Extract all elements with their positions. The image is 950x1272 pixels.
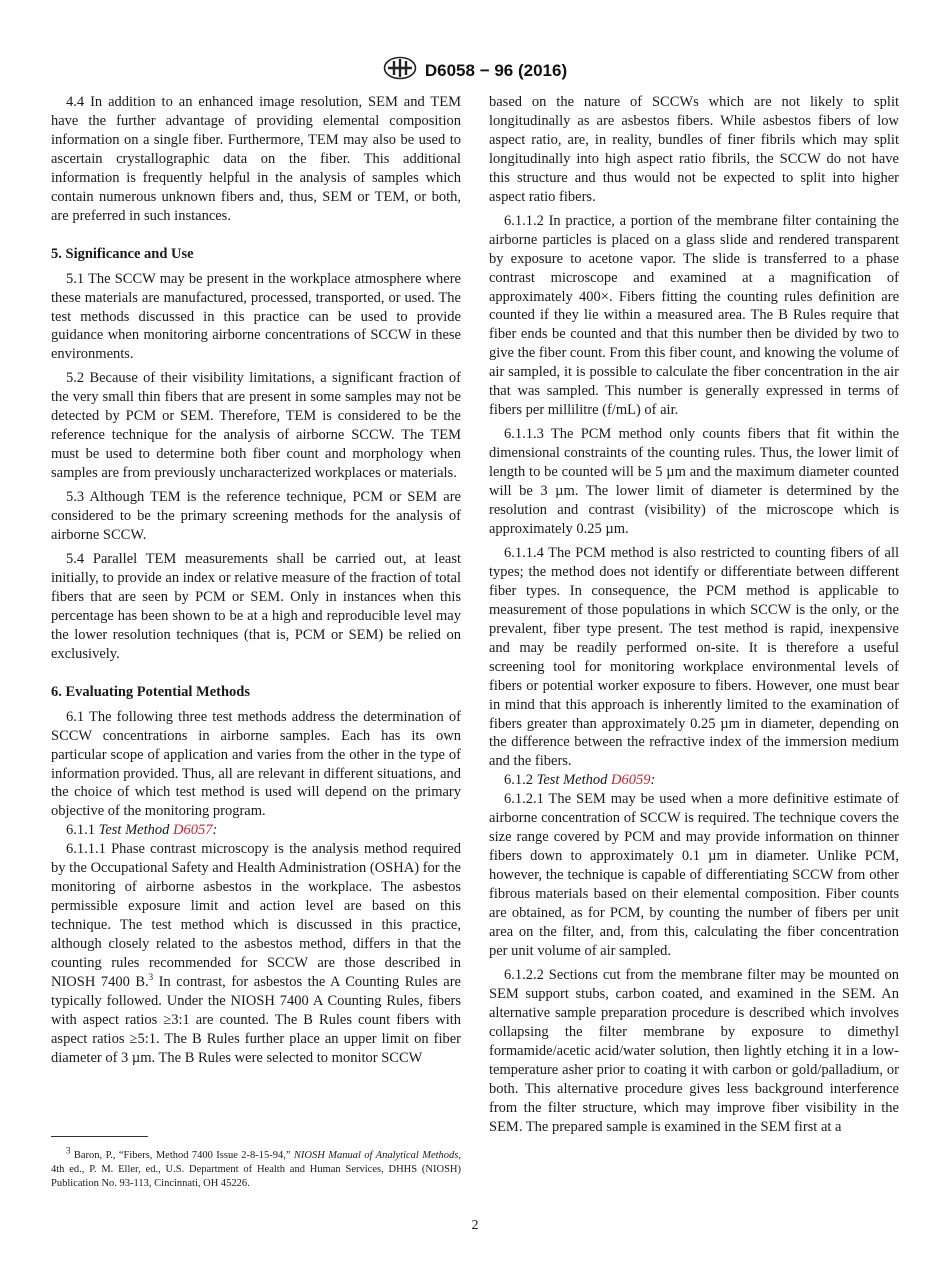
paragraph-5-2: 5.2 Because of their visibility limitations, a significant fraction of the very small thin fibers that are present in some samples may not be detected by PCM or SEM. Therefore, TEM is considered to be the reference technique for the analysis of airborne SCCW. The TEM must be used to determine both fiber count and morphology when samples are from previously uncharacterized workplaces or materials. xyxy=(51,370,461,482)
paragraph-5-1: 5.1 The SCCW may be present in the workplace atmosphere where these materials are manufactured, processed, transported, or used. The test methods discussed in this practice can be used to provide guidance when monitoring airborne concentrations of SCCW in these environments. xyxy=(51,270,461,363)
footnote-marker: 3 xyxy=(66,1145,71,1156)
subheading-6-1-1 xyxy=(51,821,461,840)
paragraph-6-1-2-2: 6.1.2.2 Sections cut from the membrane filter may be mounted on SEM support stubs, carbon coated, and examined in the SEM. An alternative sample preparation procedure is described which involves collapsing the filter membrane by exposure to dimethyl formamide/acetic acid/water solution, then lightly etching it in a low-temperature asher prior to coating it with carbon or gold/palladium, or both. This alternative procedure gives less background interference from the filter structure, which may improve fiber visibility in the SEM. The prepared sample is examined in the SEM first at a xyxy=(489,966,899,1135)
paragraph-continued: based on the nature of SCCWs which are not likely to split longitudinally as are asbestos fibers. While asbestos fibers of low aspect ratio, are, in reality, bundles of finer fibrils which may split longitudinally into high aspect ratio fibrils, the SCCW do not have this structure and thus would not be expected to split into higher aspect ratio fibers. xyxy=(489,94,899,205)
subheading-number: 6.1.1 xyxy=(66,822,95,839)
section-heading-6: 6. Evaluating Potential Methods xyxy=(51,683,250,700)
paragraph-6-1-1-2: 6.1.1.2 In practice, a portion of the membrane filter containing the airborne particles is placed on a glass slide and rendered transparent by exposure to acetone vapor. The slide is transferred to a phase contrast microscope and examined at a magnification of approximately 400×. Fibers fitting the counting rules definition are counted if they lie within a measured area. The B Rules require that fiber ends be counted and that this number then be divided by two to give the fiber count. From this fiber count, and knowing the volume of air sampled, it is possible to calculate the fiber concentration in the air that was sampled. This number is generally expressed in terms of fibers per millilitre (f/mL) of air. xyxy=(489,212,899,419)
footnote-title: NIOSH Manual of Analytical Methods xyxy=(293,1150,459,1161)
paragraph-6-1-1-4: 6.1.1.4 The PCM method is also restricted to counting fibers of all types; the method does not identify or differentiate between different fiber types. In consequence, the PCM method is applicable to measurement of those populations in which SCCW is the only, or the prevalent, fiber type present. The test method is rapid, inexpensive and may be readily performed on-site. It is therefore a useful screening tool for monitoring workplace environmental levels of fibers or potential worker exposure to fibers. However, one must bear in mind that this approach is inherently limited to the examination of fibers greater than approximately 0.25 µm in diameter, depending on the difference between the refractive index of the immersion medium and the fibers. xyxy=(489,544,899,770)
link-d6057[interactable]: D6057 xyxy=(173,822,213,839)
subheading-label: Test Method xyxy=(98,822,170,839)
paragraph-6-1: 6.1 The following three test methods address the determination of SCCW concentrations in airborne samples. Each has its own particular scope of application and varies from the other in the type of information provided. Thus, all are relevant in different situations, and the choice of which test method is used will depend on the primary objective of the monitoring program. xyxy=(51,708,461,820)
subheading-label: Test Method xyxy=(536,772,608,789)
left-column xyxy=(51,93,461,1073)
subheading-6-1-2 xyxy=(489,771,899,790)
footnote xyxy=(51,1136,461,1192)
page-number: 2 xyxy=(471,1218,479,1233)
astm-logo-icon xyxy=(383,56,417,85)
paragraph-5-3: 5.3 Although TEM is the reference technique, PCM or SEM are considered to be the primary screening methods for the analysis of airborne SCCW. xyxy=(51,489,461,544)
footnote-3 xyxy=(51,1145,461,1192)
subheading-colon: : xyxy=(650,772,656,789)
document-id: D6058 − 96 (2016) xyxy=(424,60,568,80)
page-header xyxy=(0,56,950,85)
paragraph-6-1-1-1 xyxy=(51,840,461,1067)
paragraph-text: 6.1.1.1 Phase contrast microscopy is the analysis method required by the Occupational Safety and Health Administration (OSHA) for the monitoring of airborne asbestos in the workplace. The asbestos permissible exposure limit and action level are based on this technique. The test method which is discussed in this practice, although closely related to the asbestos method, differs in that the counting rules recommended for SCCW are those described in NIOSH 7400 B. xyxy=(51,841,461,990)
footnote-ref-3[interactable]: 3 xyxy=(148,972,154,983)
section-heading-5: 5. Significance and Use xyxy=(51,245,194,262)
footnote-text: , 4th ed., P. M. Eller, ed., U.S. Department of Health and Human Services, DHHS (NIOSH) Publication No. 93-113, Cincinnati, OH 45226. xyxy=(51,1150,461,1190)
subheading-number: 6.1.2 xyxy=(504,772,533,789)
paragraph-text: In contrast, for asbestos the A Counting Rules are typically followed. Under the NIOSH 7400 A Counting Rules, fibers with aspect ratios ≥3:1 are counted. The B Rules count fibers with aspect ratios ≥5:1. The B Rules further place an upper limit on fiber diameter of 3 µm. The B Rules were selected to monitor SCCW xyxy=(51,973,461,1066)
footnote-text: Baron, P., “Fibers, Method 7400 Issue 2-8-15-94,” xyxy=(70,1150,294,1161)
paragraph-6-1-1-3: 6.1.1.3 The PCM method only counts fibers that fit within the dimensional constraints of the counting rules. Thus, the lower limit of length to be counted will be 5 µm and the maximum diameter counted will be 3 µm. The lower limit of diameter is determined by the resolution and contrast (visibility) of the microscope which is approximately 0.25 µm. xyxy=(489,426,899,537)
right-column xyxy=(489,93,899,1141)
paragraph-5-4: 5.4 Parallel TEM measurements shall be carried out, at least initially, to provide an index or relative measure of the fraction of total fibers that are seen by PCM or SEM. Only in instances when this percentage has been shown to be at a high and reproducible level may the lower resolution techniques (that is, PCM or SEM) be relied on exclusively. xyxy=(51,550,461,662)
paragraph-4-4: 4.4 In addition to an enhanced image resolution, SEM and TEM have the further advantage of providing elemental composition information on a single fiber. Furthermore, TEM may also be used to ascertain crystallographic data on the fiber. This additional information is frequently helpful in the analysis of samples which contain numerous unknown fibers and, thus, SEM or TEM, or both, are preferred in such instances. xyxy=(51,94,461,224)
paragraph-6-1-2-1: 6.1.2.1 The SEM may be used when a more definitive estimate of airborne concentration of SCCW is required. The technique covers the size range covered by PCM and may provide information on thinner fibers down to approximately 0.1 µm in diameter. Unlike PCM, however, the technique is capable of differentiating SCCW from other fibrous materials based on their elemental composition. Fiber counts are obtained, as for PCM, by counting the number of fibers per unit area on the filter, and, from this, calculating the fiber concentration per unit volume of air sampled. xyxy=(489,791,899,959)
link-d6059[interactable]: D6059 xyxy=(611,772,651,789)
subheading-colon: : xyxy=(212,822,218,839)
footnote-divider xyxy=(51,1136,148,1137)
